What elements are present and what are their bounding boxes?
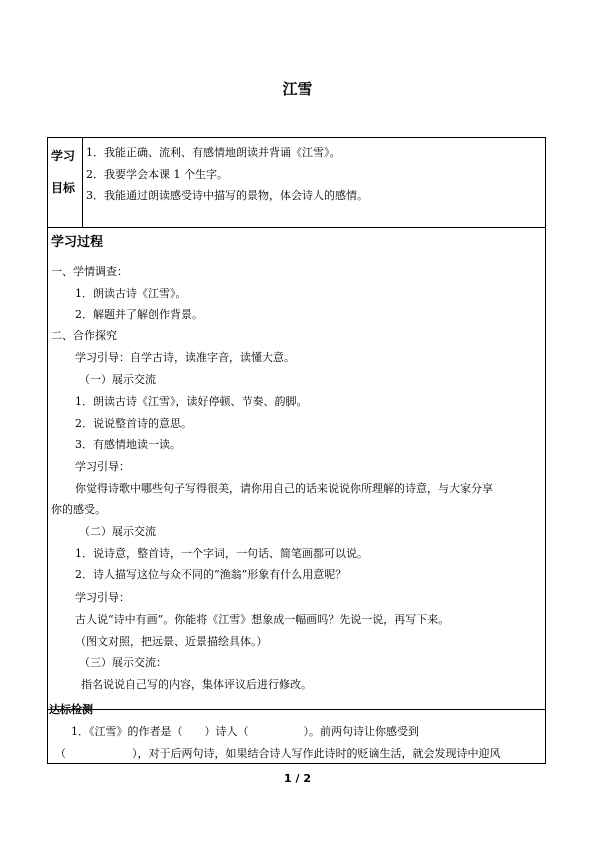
- worksheet-table: [47, 137, 546, 764]
- process-line: 3．有感情地读一读。: [75, 438, 181, 451]
- page-number: 1 / 2: [284, 772, 311, 785]
- process-line: 你觉得诗歌中哪些句子写得很美，请你用自己的话来说说你所理解的诗意，与大家分享: [75, 482, 493, 495]
- process-line: 学习引导：: [75, 591, 130, 604]
- process-line: 学习引导：自学古诗，读准字音，读懂大意。: [75, 351, 295, 364]
- objective-item: 1．我能正确、流利、有感情地朗读并背诵《江雪》。: [86, 146, 341, 159]
- process-line: 你的感受。: [51, 503, 106, 516]
- process-line: 二、合作探究: [51, 329, 117, 342]
- process-line: 1．朗读古诗《江雪》，读好停顿、节奏、韵脚。: [75, 395, 308, 408]
- process-line: 学习引导：: [75, 460, 130, 473]
- objectives-content-cell: [83, 138, 545, 228]
- process-line: 古人说“诗中有画”。你能将《江雪》想象成一幅画吗？先说一说，再写下来。: [75, 613, 450, 626]
- process-line: 2．说说整首诗的意思。: [75, 417, 192, 430]
- check-divider: [48, 709, 545, 710]
- objectives-label-line1: 学习: [51, 149, 76, 163]
- process-line: 1．说诗意，整首诗，一个字词，一句话、简笔画都可以说。: [75, 547, 368, 560]
- check-line: （ ），对于后两句诗，如果结合诗人写作此诗时的贬谪生活，就会发现诗中迎风: [55, 747, 501, 760]
- process-line: 2．解题并了解创作背景。: [75, 308, 203, 321]
- check-line: 1．《江雪》的作者是（ ）诗人（ ）。前两句诗让你感受到: [71, 725, 419, 738]
- process-line: （一）展示交流: [79, 373, 156, 386]
- process-line: （三）展示交流：: [79, 656, 167, 669]
- process-line: 2．诗人描写这位与众不同的“渔翁”形象有什么用意呢？: [75, 568, 347, 581]
- process-line: （二）展示交流: [79, 525, 156, 538]
- process-heading: 学习过程: [51, 235, 104, 250]
- process-line: 1．朗读古诗《江雪》。: [75, 287, 187, 300]
- objectives-label-cell: [48, 138, 83, 228]
- check-heading: 达标检测: [49, 703, 93, 716]
- objective-item: 3．我能通过朗读感受诗中描写的景物，体会诗人的感情。: [86, 189, 368, 202]
- objectives-label-line2: 目标: [51, 181, 76, 195]
- page-title: 江雪: [282, 80, 313, 98]
- process-line: 指名说说自己写的内容，集体评议后进行修改。: [81, 678, 312, 691]
- objective-item: 2．我要学会本课 1 个生字。: [86, 168, 228, 181]
- process-line: （图文对照，把远景、近景描绘具体。）: [75, 635, 268, 648]
- process-line: 一、学情调查：: [51, 265, 128, 278]
